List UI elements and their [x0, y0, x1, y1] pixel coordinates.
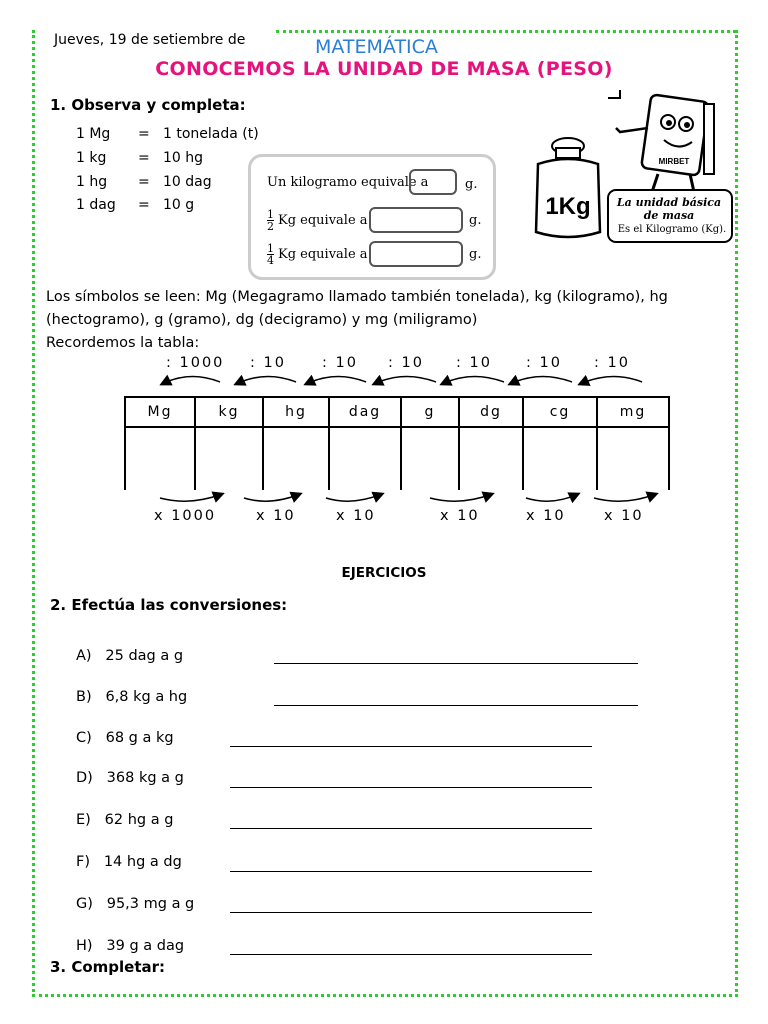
multiplication-label: x 10: [256, 508, 296, 524]
unit-cell: dag: [329, 397, 401, 427]
division-label: : 10: [322, 355, 358, 371]
exercise-item: F) 14 hg a dg: [76, 854, 182, 870]
unit-g: g.: [469, 213, 482, 228]
unit-cell: hg: [263, 397, 329, 427]
table-column-line: [194, 426, 196, 490]
unit-cell: g: [401, 397, 459, 427]
answer-line[interactable]: [230, 787, 592, 788]
eq-left: 1 kg: [76, 150, 107, 166]
eq-right: 10 dag: [163, 174, 212, 190]
answer-line[interactable]: [230, 871, 592, 872]
page-title: CONOCEMOS LA UNIDAD DE MASA (PESO): [155, 58, 613, 80]
table-column-line: [262, 426, 264, 490]
unit-cell: mg: [597, 397, 669, 427]
eq-right: 10 g: [163, 197, 195, 213]
division-label: : 10: [456, 355, 492, 371]
table-column-line: [124, 426, 126, 490]
table-column-line: [458, 426, 460, 490]
eq-left: 1 dag: [76, 197, 116, 213]
box-row1-text: Un kilogramo equivale a: [267, 175, 429, 190]
sign-text: Es el Kilogramo (Kg).: [617, 224, 727, 235]
exercise-item: E) 62 hg a g: [76, 812, 174, 828]
section1-heading: 1. Observa y completa:: [50, 96, 246, 114]
table-intro: Recordemos la tabla:: [46, 335, 200, 351]
eq-left: 1 hg: [76, 174, 108, 190]
answer-line[interactable]: [230, 954, 592, 955]
division-label: : 10: [594, 355, 630, 371]
multiplication-label: x 1000: [154, 508, 217, 524]
unit-cell: kg: [195, 397, 263, 427]
eq-right: 1 tonelada (t): [163, 126, 259, 142]
unit-cell: cg: [523, 397, 597, 427]
section3-heading: 3. Completar:: [50, 958, 166, 976]
table-column-line: [328, 426, 330, 490]
table-column-line: [596, 426, 598, 490]
table-column-line: [668, 426, 670, 490]
box-row3-text: Kg equivale a: [278, 247, 368, 262]
mascot-tag: MIRBET: [658, 157, 690, 166]
fraction-quarter: $\frac{1}{4}$: [267, 242, 274, 267]
eq-op: =: [138, 150, 150, 166]
division-label: : 1000: [166, 355, 225, 371]
box-row2-text: Kg equivale a: [278, 213, 368, 228]
exercises-heading: 2. Efectúa las conversiones:: [50, 596, 288, 614]
eq-op: =: [138, 197, 150, 213]
subject-title: MATEMÁTICA: [315, 36, 438, 58]
division-label: : 10: [388, 355, 424, 371]
answer-line[interactable]: [230, 912, 592, 913]
exercise-item: B) 6,8 kg a hg: [76, 689, 188, 705]
date-text: Jueves, 19 de setiembre de: [54, 32, 246, 48]
weight-label: 1Kg: [545, 193, 591, 220]
answer-line[interactable]: [230, 746, 592, 747]
units-table: [124, 396, 670, 428]
answer-line[interactable]: [274, 705, 638, 706]
exercises-title: EJERCICIOS: [341, 565, 427, 581]
division-label: : 10: [250, 355, 286, 371]
exercise-item: D) 368 kg a g: [76, 770, 184, 786]
exercise-item: G) 95,3 mg a g: [76, 896, 195, 912]
unit-cell: Mg: [125, 397, 195, 427]
eq-left: 1 Mg: [76, 126, 111, 142]
multiplication-label: x 10: [526, 508, 566, 524]
unit-g: g.: [469, 247, 482, 262]
answer-line[interactable]: [230, 828, 592, 829]
eq-op: =: [138, 126, 150, 142]
eq-right: 10 hg: [163, 150, 204, 166]
division-label: : 10: [526, 355, 562, 371]
exercise-item: A) 25 dag a g: [76, 648, 184, 664]
multiplication-label: x 10: [604, 508, 644, 524]
multiplication-label: x 10: [440, 508, 480, 524]
table-column-line: [522, 426, 524, 490]
fraction-half: $\frac{1}{2}$: [267, 208, 274, 233]
multiplication-label: x 10: [336, 508, 376, 524]
answer-line[interactable]: [274, 663, 638, 664]
table-column-line: [400, 426, 402, 490]
unit-g: g.: [465, 177, 478, 192]
symbols-paragraph: Los símbolos se leen: Mg (Megagramo llamado también tonelada), kg (kilogramo), hg (hectogramo), g (gramo), dg (decigramo) y mg (miligramo): [46, 289, 668, 328]
exercise-item: H) 39 g a dag: [76, 938, 185, 954]
eq-op: =: [138, 174, 150, 190]
sign-title: La unidad básica de masa: [616, 196, 722, 222]
exercise-item: C) 68 g a kg: [76, 730, 174, 746]
unit-cell: dg: [459, 397, 523, 427]
